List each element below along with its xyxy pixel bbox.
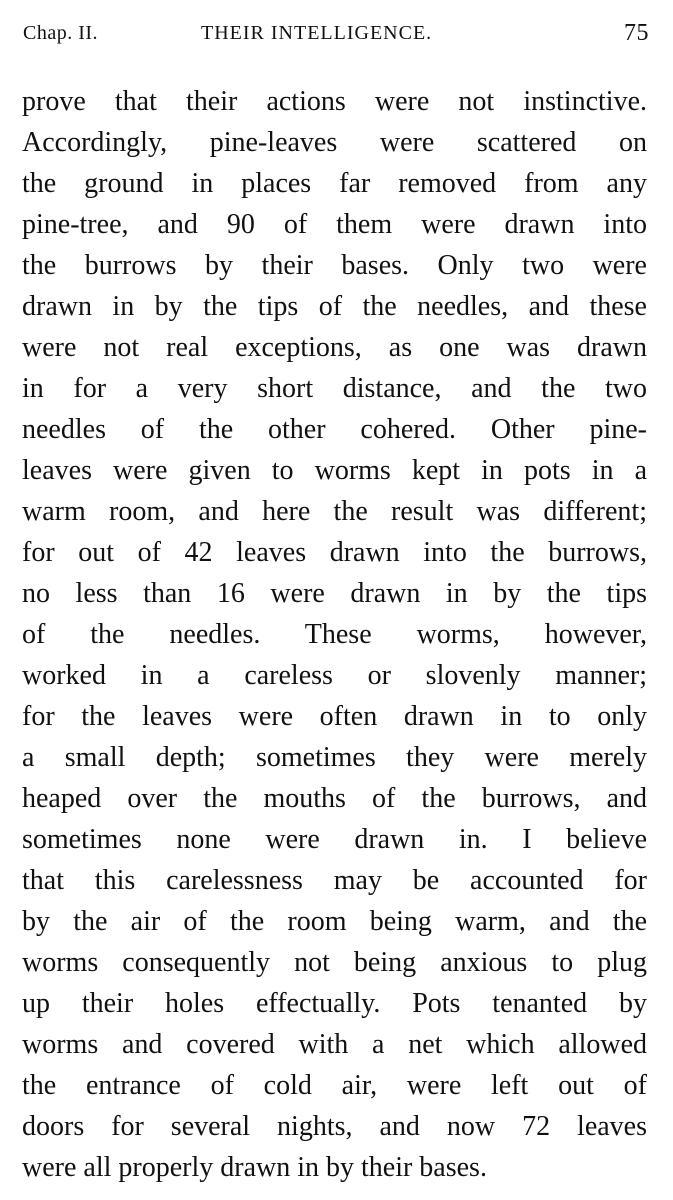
text-line: that this carelessness may be accounted for	[22, 865, 647, 896]
chapter-label: Chap. II.	[23, 22, 99, 44]
text-line: for the leaves were often drawn in to only	[22, 701, 647, 732]
text-line: were not real exceptions, as one was drawn	[22, 332, 647, 363]
page-number: 75	[624, 20, 649, 46]
text-line: up their holes effectually. Pots tenanted by	[22, 988, 647, 1019]
text-line: in for a very short distance, and the two	[22, 373, 647, 404]
text-line: doors for several nights, and now 72 leaves	[22, 1111, 647, 1142]
text-line: drawn in by the tips of the needles, and these	[22, 291, 647, 322]
text-line: sometimes none were drawn in. I believe	[22, 824, 647, 855]
text-line: by the air of the room being warm, and the	[22, 906, 647, 937]
text-line: Accordingly, pine-leaves were scattered on	[22, 127, 647, 158]
body-paragraph	[22, 81, 647, 1188]
text-line: of the needles. These worms, however,	[22, 619, 647, 650]
text-line: leaves were given to worms kept in pots in a	[22, 455, 647, 486]
text-line: worms and covered with a net which allowed	[22, 1029, 647, 1060]
text-line: the ground in places far removed from any	[22, 168, 647, 199]
text-line: worked in a careless or slovenly manner;	[22, 660, 647, 691]
text-line: worms consequently not being anxious to plug	[22, 947, 647, 978]
text-line: were all properly drawn in by their bases.	[22, 1152, 487, 1183]
text-line: a small depth; sometimes they were merely	[22, 742, 647, 773]
text-line: pine-tree, and 90 of them were drawn into	[22, 209, 647, 240]
text-line: the burrows by their bases. Only two were	[22, 250, 647, 281]
text-line: the entrance of cold air, were left out of	[22, 1070, 647, 1101]
text-line: for out of 42 leaves drawn into the burrows,	[22, 537, 647, 568]
running-title: THEIR INTELLIGENCE.	[201, 22, 433, 44]
running-header	[23, 22, 649, 52]
text-line: prove that their actions were not instinctive.	[22, 86, 647, 117]
text-line: heaped over the mouths of the burrows, and	[22, 783, 647, 814]
text-line: needles of the other cohered. Other pine-	[22, 414, 647, 445]
text-line: no less than 16 were drawn in by the tips	[22, 578, 647, 609]
text-line: warm room, and here the result was different;	[22, 496, 647, 527]
